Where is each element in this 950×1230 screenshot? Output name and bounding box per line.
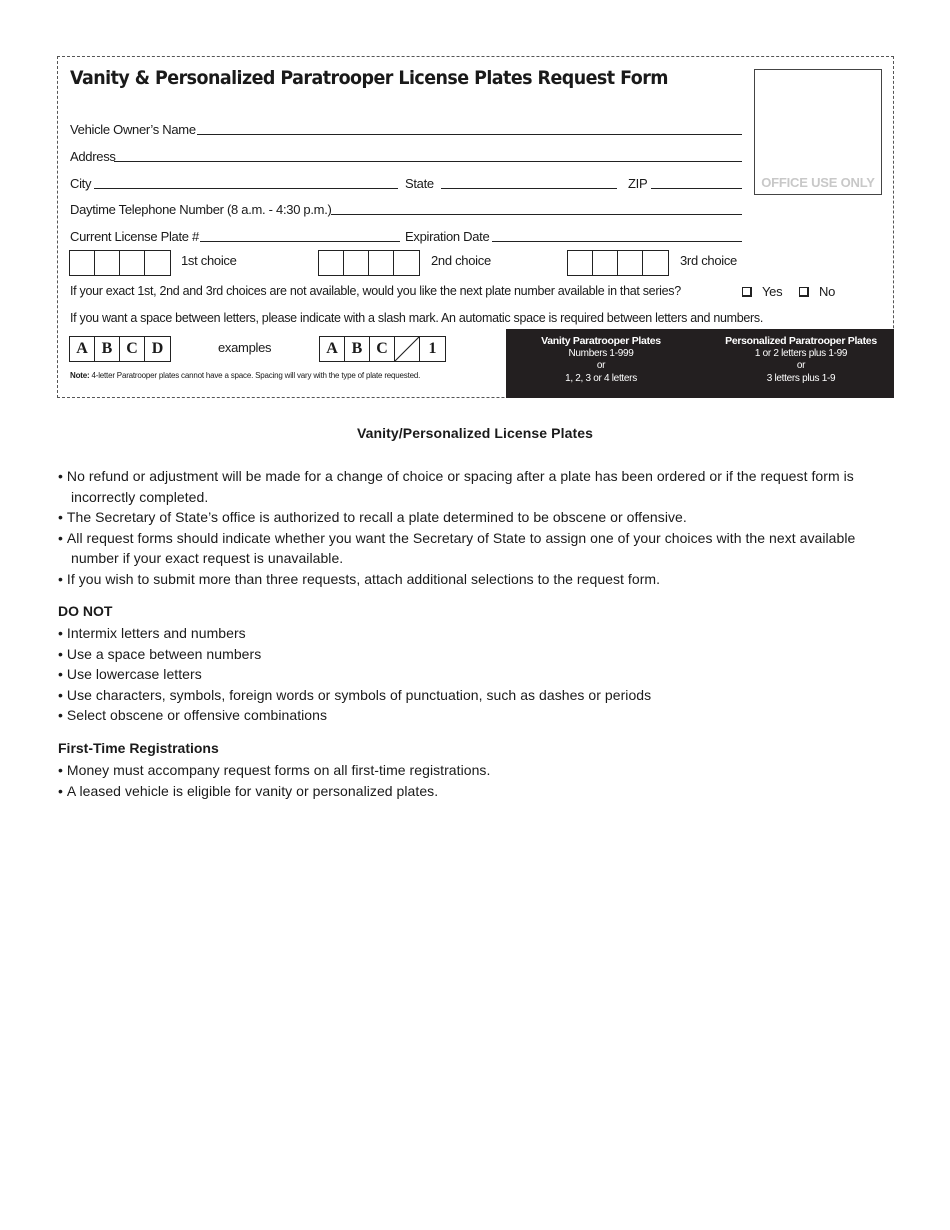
choice-2-box[interactable] xyxy=(394,251,419,275)
personalized-plates-info xyxy=(706,335,896,385)
choice-1-boxes[interactable] xyxy=(69,250,171,276)
choice-2-label: 2nd choice xyxy=(431,253,491,268)
choice-3-label: 3rd choice xyxy=(680,253,737,268)
choice-1-label: 1st choice xyxy=(181,253,237,268)
vanity-plates-line: or xyxy=(596,360,606,371)
example-letter: B xyxy=(345,337,370,361)
choice-1-box[interactable] xyxy=(70,251,95,275)
personalized-plates-line: 1 or 2 letters plus 1-99 xyxy=(754,347,848,359)
first-time-heading: First-Time Registrations xyxy=(58,740,219,756)
example-letter: A xyxy=(70,337,95,361)
choice-2-box[interactable] xyxy=(369,251,394,275)
current-plate-label: Current License Plate # xyxy=(70,229,199,244)
choice-1-box[interactable] xyxy=(145,251,170,275)
address-label: Address xyxy=(70,149,116,164)
choice-1-box[interactable] xyxy=(120,251,145,275)
info-section-title: Vanity/Personalized License Plates xyxy=(356,425,594,441)
list-item: • A leased vehicle is eligible for vanity or personalized plates. xyxy=(58,781,898,802)
do-not-list xyxy=(58,623,898,726)
vanity-plates-line: 1, 2, 3 or 4 letters xyxy=(565,372,637,384)
example-letter: A xyxy=(320,337,345,361)
vanity-plates-title: Vanity Paratrooper Plates xyxy=(541,335,661,347)
examples-label: examples xyxy=(218,340,272,355)
list-item: • Use lowercase letters xyxy=(58,664,898,685)
availability-question: If your exact 1st, 2nd and 3rd choices are not available, would you like the next plate number available in that series? xyxy=(70,284,681,298)
example-abc-1 xyxy=(319,336,446,362)
example-letter: B xyxy=(95,337,120,361)
list-item: • No refund or adjustment will be made for a change of choice or spacing after a plate has been ordered or if the request form is incorrectly completed. xyxy=(58,466,898,507)
phone-field[interactable] xyxy=(331,214,742,215)
personalized-plates-line: 3 letters plus 1-9 xyxy=(766,372,836,384)
list-item: • The Secretary of State’s office is authorized to recall a plate determined to be obscene or offensive. xyxy=(58,507,898,528)
personalized-plates-line: or xyxy=(796,360,806,371)
example-abcd xyxy=(69,336,171,362)
list-item: • Use characters, symbols, foreign words or symbols of punctuation, such as dashes or periods xyxy=(58,685,898,706)
zip-field[interactable] xyxy=(651,188,742,189)
slash-mark-icon xyxy=(395,337,420,361)
owner-name-label: Vehicle Owner’s Name xyxy=(70,122,196,137)
list-item: • All request forms should indicate whether you want the Secretary of State to assign one of your choices with the next available number if your exact request is unavailable. xyxy=(58,528,898,569)
vanity-plates-line: Numbers 1-999 xyxy=(568,347,634,359)
address-field[interactable] xyxy=(114,161,742,162)
checkbox-icon[interactable] xyxy=(742,287,752,297)
choice-2-box[interactable] xyxy=(319,251,344,275)
form-title: Vanity & Personalized Paratrooper License Plates Request Form xyxy=(70,67,668,89)
expiration-label: Expiration Date xyxy=(405,229,490,244)
choice-1-box[interactable] xyxy=(95,251,120,275)
state-field[interactable] xyxy=(441,188,617,189)
choice-3-box[interactable] xyxy=(643,251,668,275)
example-letter: C xyxy=(370,337,395,361)
spacing-instruction: If you want a space between letters, please indicate with a slash mark. An automatic space is required between letters and numbers. xyxy=(70,311,764,325)
city-label: City xyxy=(70,176,92,191)
list-item: • Intermix letters and numbers xyxy=(58,623,898,644)
example-letter: D xyxy=(151,340,164,357)
first-time-list xyxy=(58,760,898,801)
current-plate-field[interactable] xyxy=(200,241,400,242)
list-item: • Money must accompany request forms on all first-time registrations. xyxy=(58,760,898,781)
yes-option[interactable] xyxy=(742,284,782,299)
checkbox-icon[interactable] xyxy=(799,287,809,297)
office-use-box xyxy=(754,69,882,195)
yes-label: Yes xyxy=(762,284,783,299)
info-bullets xyxy=(58,466,898,589)
plate-types-panel xyxy=(506,329,894,398)
list-item: • Select obscene or offensive combinations xyxy=(58,705,898,726)
example-letter: C xyxy=(120,337,145,361)
no-label: No xyxy=(819,284,836,299)
phone-label: Daytime Telephone Number (8 a.m. - 4:30 p.m.) xyxy=(70,202,332,217)
list-item: • Use a space between numbers xyxy=(58,644,898,665)
choice-3-boxes[interactable] xyxy=(567,250,669,276)
personalized-plates-title: Personalized Paratrooper Plates xyxy=(725,335,877,347)
state-label: State xyxy=(405,176,434,191)
note-text: 4-letter Paratrooper plates cannot have a space. Spacing will vary with the type of plate requested. xyxy=(91,371,421,380)
owner-name-field[interactable] xyxy=(197,134,742,135)
list-item: • If you wish to submit more than three requests, attach additional selections to the request form. xyxy=(58,569,898,590)
zip-label: ZIP xyxy=(628,176,648,191)
choice-2-box[interactable] xyxy=(344,251,369,275)
choice-3-box[interactable] xyxy=(593,251,618,275)
example-number: 1 xyxy=(428,340,437,357)
do-not-heading: DO NOT xyxy=(58,603,113,619)
choice-2-boxes[interactable] xyxy=(318,250,420,276)
city-field[interactable] xyxy=(94,188,398,189)
vanity-plates-info xyxy=(506,335,696,385)
note xyxy=(70,371,420,380)
office-use-label: OFFICE USE ONLY xyxy=(761,175,875,190)
expiration-field[interactable] xyxy=(492,241,742,242)
choice-3-box[interactable] xyxy=(618,251,643,275)
choice-3-box[interactable] xyxy=(568,251,593,275)
no-option[interactable] xyxy=(799,284,835,299)
note-label: Note: xyxy=(70,371,90,380)
